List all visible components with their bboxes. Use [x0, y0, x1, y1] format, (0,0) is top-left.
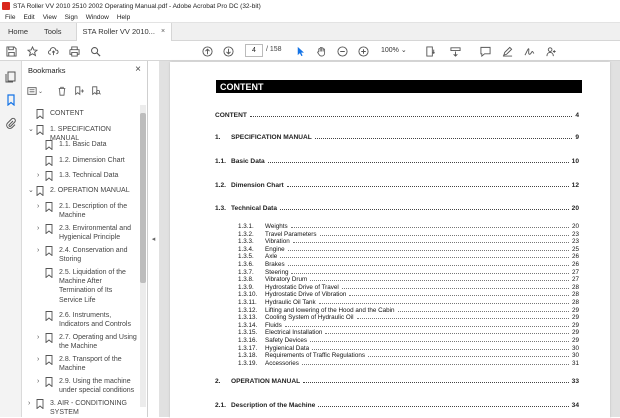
- bookmark-chevron[interactable]: ›: [37, 356, 40, 363]
- toc-number: 1.3.6.: [238, 261, 254, 268]
- toc-number: 1.: [215, 134, 221, 141]
- toc-page: 26: [571, 253, 579, 261]
- toc-page: 29: [571, 329, 579, 337]
- toc-number: 1.3.19.: [238, 359, 258, 367]
- toc-subentry[interactable]: [238, 322, 579, 329]
- toc-subentry[interactable]: [238, 253, 579, 260]
- comment-icon[interactable]: [478, 44, 492, 58]
- share-icon[interactable]: [544, 44, 558, 58]
- page-heading: CONTENT: [216, 80, 582, 93]
- bookmark-chevron[interactable]: ›: [28, 400, 31, 407]
- star-icon[interactable]: [25, 44, 39, 58]
- bookmark-label: 3. AIR - CONDITIONING SYSTEM: [50, 400, 128, 417]
- toc-entry[interactable]: [215, 134, 579, 141]
- toc-title: Hydrostatic Drive of Vibration: [265, 291, 347, 299]
- bookmark-icon: [45, 377, 54, 387]
- zoom-in-icon[interactable]: [356, 44, 370, 58]
- bookmark-item[interactable]: [37, 171, 137, 181]
- toc-subentry[interactable]: [238, 345, 579, 352]
- bookmark-label: 2.8. Transport of the Machine: [59, 356, 122, 373]
- zoom-out-icon[interactable]: [335, 44, 349, 58]
- toc-title: Hydrostatic Drive of Travel: [265, 283, 339, 291]
- page-thumbnails-icon[interactable]: [5, 71, 17, 83]
- bookmark-item[interactable]: [37, 140, 137, 150]
- menu-file[interactable]: File: [5, 13, 16, 21]
- toc-subentry[interactable]: [238, 329, 579, 336]
- search-icon[interactable]: [88, 44, 102, 58]
- toc-page: 26: [571, 261, 579, 268]
- toc-subentry[interactable]: [238, 284, 579, 291]
- collapse-panel-icon[interactable]: ◂: [151, 236, 156, 243]
- toc-number: 1.3.9.: [238, 283, 254, 291]
- sign-icon[interactable]: [522, 44, 536, 58]
- tab-home[interactable]: Home: [8, 27, 29, 36]
- toc-page: 12: [571, 182, 579, 189]
- close-tab-icon[interactable]: ×: [160, 28, 166, 35]
- toc-page: 10: [571, 158, 579, 165]
- pdf-page: [170, 62, 610, 418]
- toc-title: Lifting and lowering of the Hood and the Cabin: [265, 306, 395, 314]
- bookmarks-toolbar: [27, 84, 142, 98]
- bookmarks-icon[interactable]: [5, 94, 17, 106]
- window-title: STA Roller VV 2010 2510 2002 Operating Manual.pdf - Adobe Acrobat Pro DC (32-bit): [13, 2, 261, 10]
- toc-title: CONTENT: [215, 112, 247, 119]
- toc-title: Technical Data: [231, 205, 278, 212]
- select-cursor-icon[interactable]: [293, 44, 307, 58]
- menu-bar: [0, 12, 620, 23]
- toc-subentry[interactable]: [238, 314, 579, 321]
- menu-view[interactable]: View: [42, 13, 57, 21]
- toc-number: 1.3.18.: [238, 352, 258, 360]
- toc-entry[interactable]: [215, 182, 579, 189]
- toc-page: 34: [571, 402, 579, 409]
- bookmark-label: 1.2. Dimension Chart: [59, 157, 125, 164]
- tab-tools[interactable]: Tools: [44, 27, 62, 36]
- toc-page: 20: [571, 223, 579, 230]
- toc-number: 1.3.5.: [238, 253, 254, 261]
- toc-title: Basic Data: [231, 158, 265, 165]
- toc-page: 27: [571, 276, 579, 284]
- toc-number: 1.3.4.: [238, 245, 254, 253]
- toc-title: Fluids: [265, 321, 282, 329]
- attachments-icon[interactable]: [5, 117, 17, 129]
- close-panel-icon[interactable]: ×: [135, 64, 141, 75]
- toc-title: Axle: [265, 253, 278, 261]
- toc-number: 2.1.: [215, 402, 226, 409]
- bookmarks-panel-title: Bookmarks: [28, 66, 66, 75]
- page-total: / 158: [266, 46, 282, 53]
- bookmark-label: 2.6. Instruments, Indicators and Controls: [59, 312, 131, 329]
- prev-page-icon[interactable]: [200, 44, 214, 58]
- toc-subentry[interactable]: [238, 261, 579, 268]
- bookmark-chevron[interactable]: ›: [37, 225, 40, 232]
- toc-number: 1.1.: [215, 158, 226, 165]
- tab-bar: [0, 23, 620, 41]
- bookmark-item[interactable]: [37, 311, 137, 329]
- toc-number: 1.3.3.: [238, 238, 254, 246]
- toc-page: 27: [571, 268, 579, 276]
- options-menu-icon[interactable]: [27, 86, 50, 96]
- bookmark-chevron[interactable]: ›: [37, 247, 40, 254]
- bookmark-icon: [45, 311, 54, 321]
- toc-entry[interactable]: [215, 112, 579, 119]
- bookmark-item[interactable]: [37, 202, 137, 220]
- bookmark-label: 2.4. Conservation and Storing: [59, 247, 128, 264]
- toc-subentry[interactable]: [238, 246, 579, 253]
- bookmark-item[interactable]: [37, 377, 137, 395]
- toc-entry[interactable]: [215, 205, 579, 212]
- menu-edit[interactable]: Edit: [23, 13, 35, 21]
- tab-document[interactable]: [76, 23, 173, 41]
- bookmark-label: 2. OPERATION MANUAL: [50, 187, 130, 194]
- toc-subentry[interactable]: [238, 291, 579, 298]
- bookmark-chevron[interactable]: ›: [37, 203, 40, 210]
- toc-entry[interactable]: [215, 158, 579, 165]
- print-icon[interactable]: [67, 44, 81, 58]
- toc-page: 20: [571, 205, 579, 212]
- toc-page: 4: [575, 112, 579, 119]
- bookmark-item[interactable]: [37, 333, 137, 351]
- bookmark-label: 2.5. Liquidation of the Machine After Termination of Its Service Life: [59, 269, 126, 304]
- toc-title: Engine: [265, 245, 285, 253]
- toc-title: Dimension Chart: [231, 182, 284, 189]
- toc-number: 1.3.16.: [238, 337, 258, 344]
- toc-page: 28: [571, 291, 579, 299]
- bookmark-icon: [45, 171, 54, 181]
- toc-page: 33: [571, 378, 579, 385]
- toc-number: 1.3.: [215, 205, 226, 212]
- toc-title: Brakes: [265, 261, 285, 268]
- toc-title: Hydraulic Oil Tank: [265, 299, 316, 306]
- bookmark-label: 2.7. Operating and Using the Machine: [59, 334, 137, 351]
- new-bookmark-icon[interactable]: [74, 86, 84, 96]
- hand-tool-icon[interactable]: [314, 44, 328, 58]
- bookmark-icon: [45, 140, 54, 150]
- highlight-pen-icon[interactable]: [500, 44, 514, 58]
- toc-entry[interactable]: [215, 402, 579, 409]
- toc-page: 29: [571, 314, 579, 322]
- toc-title: Vibratory Drum: [265, 276, 308, 284]
- toc-page: 23: [571, 230, 579, 238]
- toc-number: 2.: [215, 378, 221, 385]
- page-fit-icon[interactable]: [422, 44, 438, 58]
- bookmark-label: CONTENT: [50, 110, 84, 117]
- toc-subentry[interactable]: [238, 337, 579, 344]
- acrobat-logo-icon: [2, 2, 10, 10]
- bookmark-item[interactable]: [28, 109, 128, 119]
- chevron-down-icon: ⌄: [38, 88, 44, 95]
- bookmark-item[interactable]: [37, 156, 137, 166]
- toc-page: 28: [571, 299, 579, 306]
- bookmark-icon: [45, 246, 54, 256]
- zoom-level-select[interactable]: [381, 46, 407, 54]
- bookmark-icon: [36, 109, 45, 119]
- bookmark-icon: [36, 399, 45, 409]
- zoom-level-value: 100%: [381, 47, 399, 54]
- bookmark-label: 2.9. Using the machine under special conditions: [59, 378, 135, 395]
- toc-number: 1.3.17.: [238, 344, 258, 352]
- toc-page: 31: [571, 359, 579, 367]
- toc-subentry[interactable]: [238, 360, 579, 367]
- toolbar: [0, 41, 620, 61]
- document-viewer: [159, 61, 620, 417]
- page-number-input[interactable]: 4: [245, 44, 263, 57]
- menu-help[interactable]: Help: [116, 13, 131, 21]
- bookmark-chevron[interactable]: ⌄: [28, 126, 34, 133]
- left-rail: [0, 61, 22, 417]
- menu-sign[interactable]: Sign: [64, 13, 78, 21]
- bookmark-item[interactable]: [37, 355, 137, 373]
- toc-title: Accessories: [265, 359, 299, 367]
- bookmark-chevron[interactable]: ⌄: [28, 187, 34, 194]
- bookmark-icon: [36, 186, 45, 196]
- chevron-down-icon: ⌄: [400, 47, 407, 54]
- bookmark-icon: [45, 202, 54, 212]
- bookmark-label: 1.3. Technical Data: [59, 172, 119, 179]
- toc-title: Electrical Installation: [265, 329, 323, 337]
- toc-page: 28: [571, 283, 579, 291]
- toc-number: 1.3.15.: [238, 329, 258, 337]
- bookmark-icon: [45, 333, 54, 343]
- bookmark-icon: [45, 224, 54, 234]
- toc-title: Steering: [265, 268, 289, 276]
- bookmark-label: 1. SPECIFICATION MANUAL: [50, 126, 111, 143]
- toc-page: 25: [571, 245, 579, 253]
- scrollbar-thumb[interactable]: [140, 113, 146, 283]
- toc-subentry[interactable]: [238, 238, 579, 245]
- bookmark-item[interactable]: [37, 246, 137, 264]
- toc-number: 1.3.1.: [238, 223, 254, 230]
- find-bookmark-icon[interactable]: [91, 86, 101, 96]
- toc-page: 29: [571, 337, 579, 344]
- save-icon[interactable]: [4, 44, 18, 58]
- bookmark-icon: [45, 156, 54, 166]
- toc-number: 1.3.14.: [238, 321, 258, 329]
- toc-title: Cooling System of Hydraulic Oil: [265, 314, 354, 322]
- toc-subentry[interactable]: [238, 299, 579, 306]
- bookmark-item[interactable]: [37, 268, 137, 305]
- toc-title: Vibration: [265, 238, 290, 246]
- toc-page: 23: [571, 238, 579, 246]
- toc-page: 29: [571, 306, 579, 314]
- toc-subentry[interactable]: [238, 269, 579, 276]
- toc-number: 1.3.7.: [238, 268, 254, 276]
- menu-window[interactable]: Window: [85, 13, 109, 21]
- bookmarks-scrollbar[interactable]: [140, 105, 146, 407]
- toc-subentry[interactable]: [238, 276, 579, 283]
- toc-title: Description of the Machine: [231, 402, 316, 409]
- tab-document-label: STA Roller VV 2010...: [82, 27, 155, 36]
- bookmark-label: 2.3. Environmental and Hygienical Principle: [59, 225, 131, 242]
- toc-title: Travel Parameters: [265, 230, 317, 238]
- toc-page: 9: [575, 134, 579, 141]
- bookmark-chevron[interactable]: ›: [37, 378, 40, 385]
- title-bar: [0, 0, 620, 12]
- bookmark-icon: [45, 268, 54, 278]
- toc-number: 1.3.8.: [238, 276, 254, 284]
- toc-number: 1.3.13.: [238, 314, 258, 322]
- toc-subentry[interactable]: [238, 231, 579, 238]
- bookmark-item[interactable]: [28, 399, 134, 417]
- toc-title: Hygienical Data: [265, 344, 310, 352]
- bookmark-chevron[interactable]: ›: [37, 334, 40, 341]
- bookmarks-panel: [22, 61, 148, 417]
- bookmark-label: 1.1. Basic Data: [59, 141, 107, 148]
- bookmark-item[interactable]: [37, 224, 137, 242]
- toc-number: 1.3.10.: [238, 291, 258, 299]
- toc-page: 30: [571, 344, 579, 352]
- toc-title: Requirements of Traffic Regulations: [265, 352, 365, 360]
- bookmark-icon: [36, 125, 45, 135]
- bookmark-chevron[interactable]: ›: [37, 172, 40, 179]
- toc-subentry[interactable]: [238, 307, 579, 314]
- toc-number: 1.3.12.: [238, 306, 258, 314]
- delete-bookmark-icon[interactable]: [57, 86, 67, 96]
- toc-page: 29: [571, 321, 579, 329]
- upload-cloud-icon[interactable]: [46, 44, 60, 58]
- bookmark-icon: [45, 355, 54, 365]
- toc-subentry[interactable]: [238, 223, 579, 230]
- toc-title: OPERATION MANUAL: [231, 378, 301, 385]
- scroll-mode-icon[interactable]: [447, 44, 463, 58]
- toc-title: Safety Devices: [265, 337, 307, 344]
- bookmark-item[interactable]: [28, 186, 140, 196]
- toc-page: 30: [571, 352, 579, 360]
- toc-title: Weights: [265, 223, 288, 230]
- toc-title: SPECIFICATION MANUAL: [231, 134, 312, 141]
- toc-number: 1.3.11.: [238, 299, 257, 306]
- toc-number: 1.3.2.: [238, 230, 254, 238]
- toc-number: 1.2.: [215, 182, 226, 189]
- toc-entry[interactable]: [215, 378, 579, 385]
- next-page-icon[interactable]: [221, 44, 235, 58]
- toc-subentry[interactable]: [238, 352, 579, 359]
- bookmark-label: 2.1. Description of the Machine: [59, 203, 128, 220]
